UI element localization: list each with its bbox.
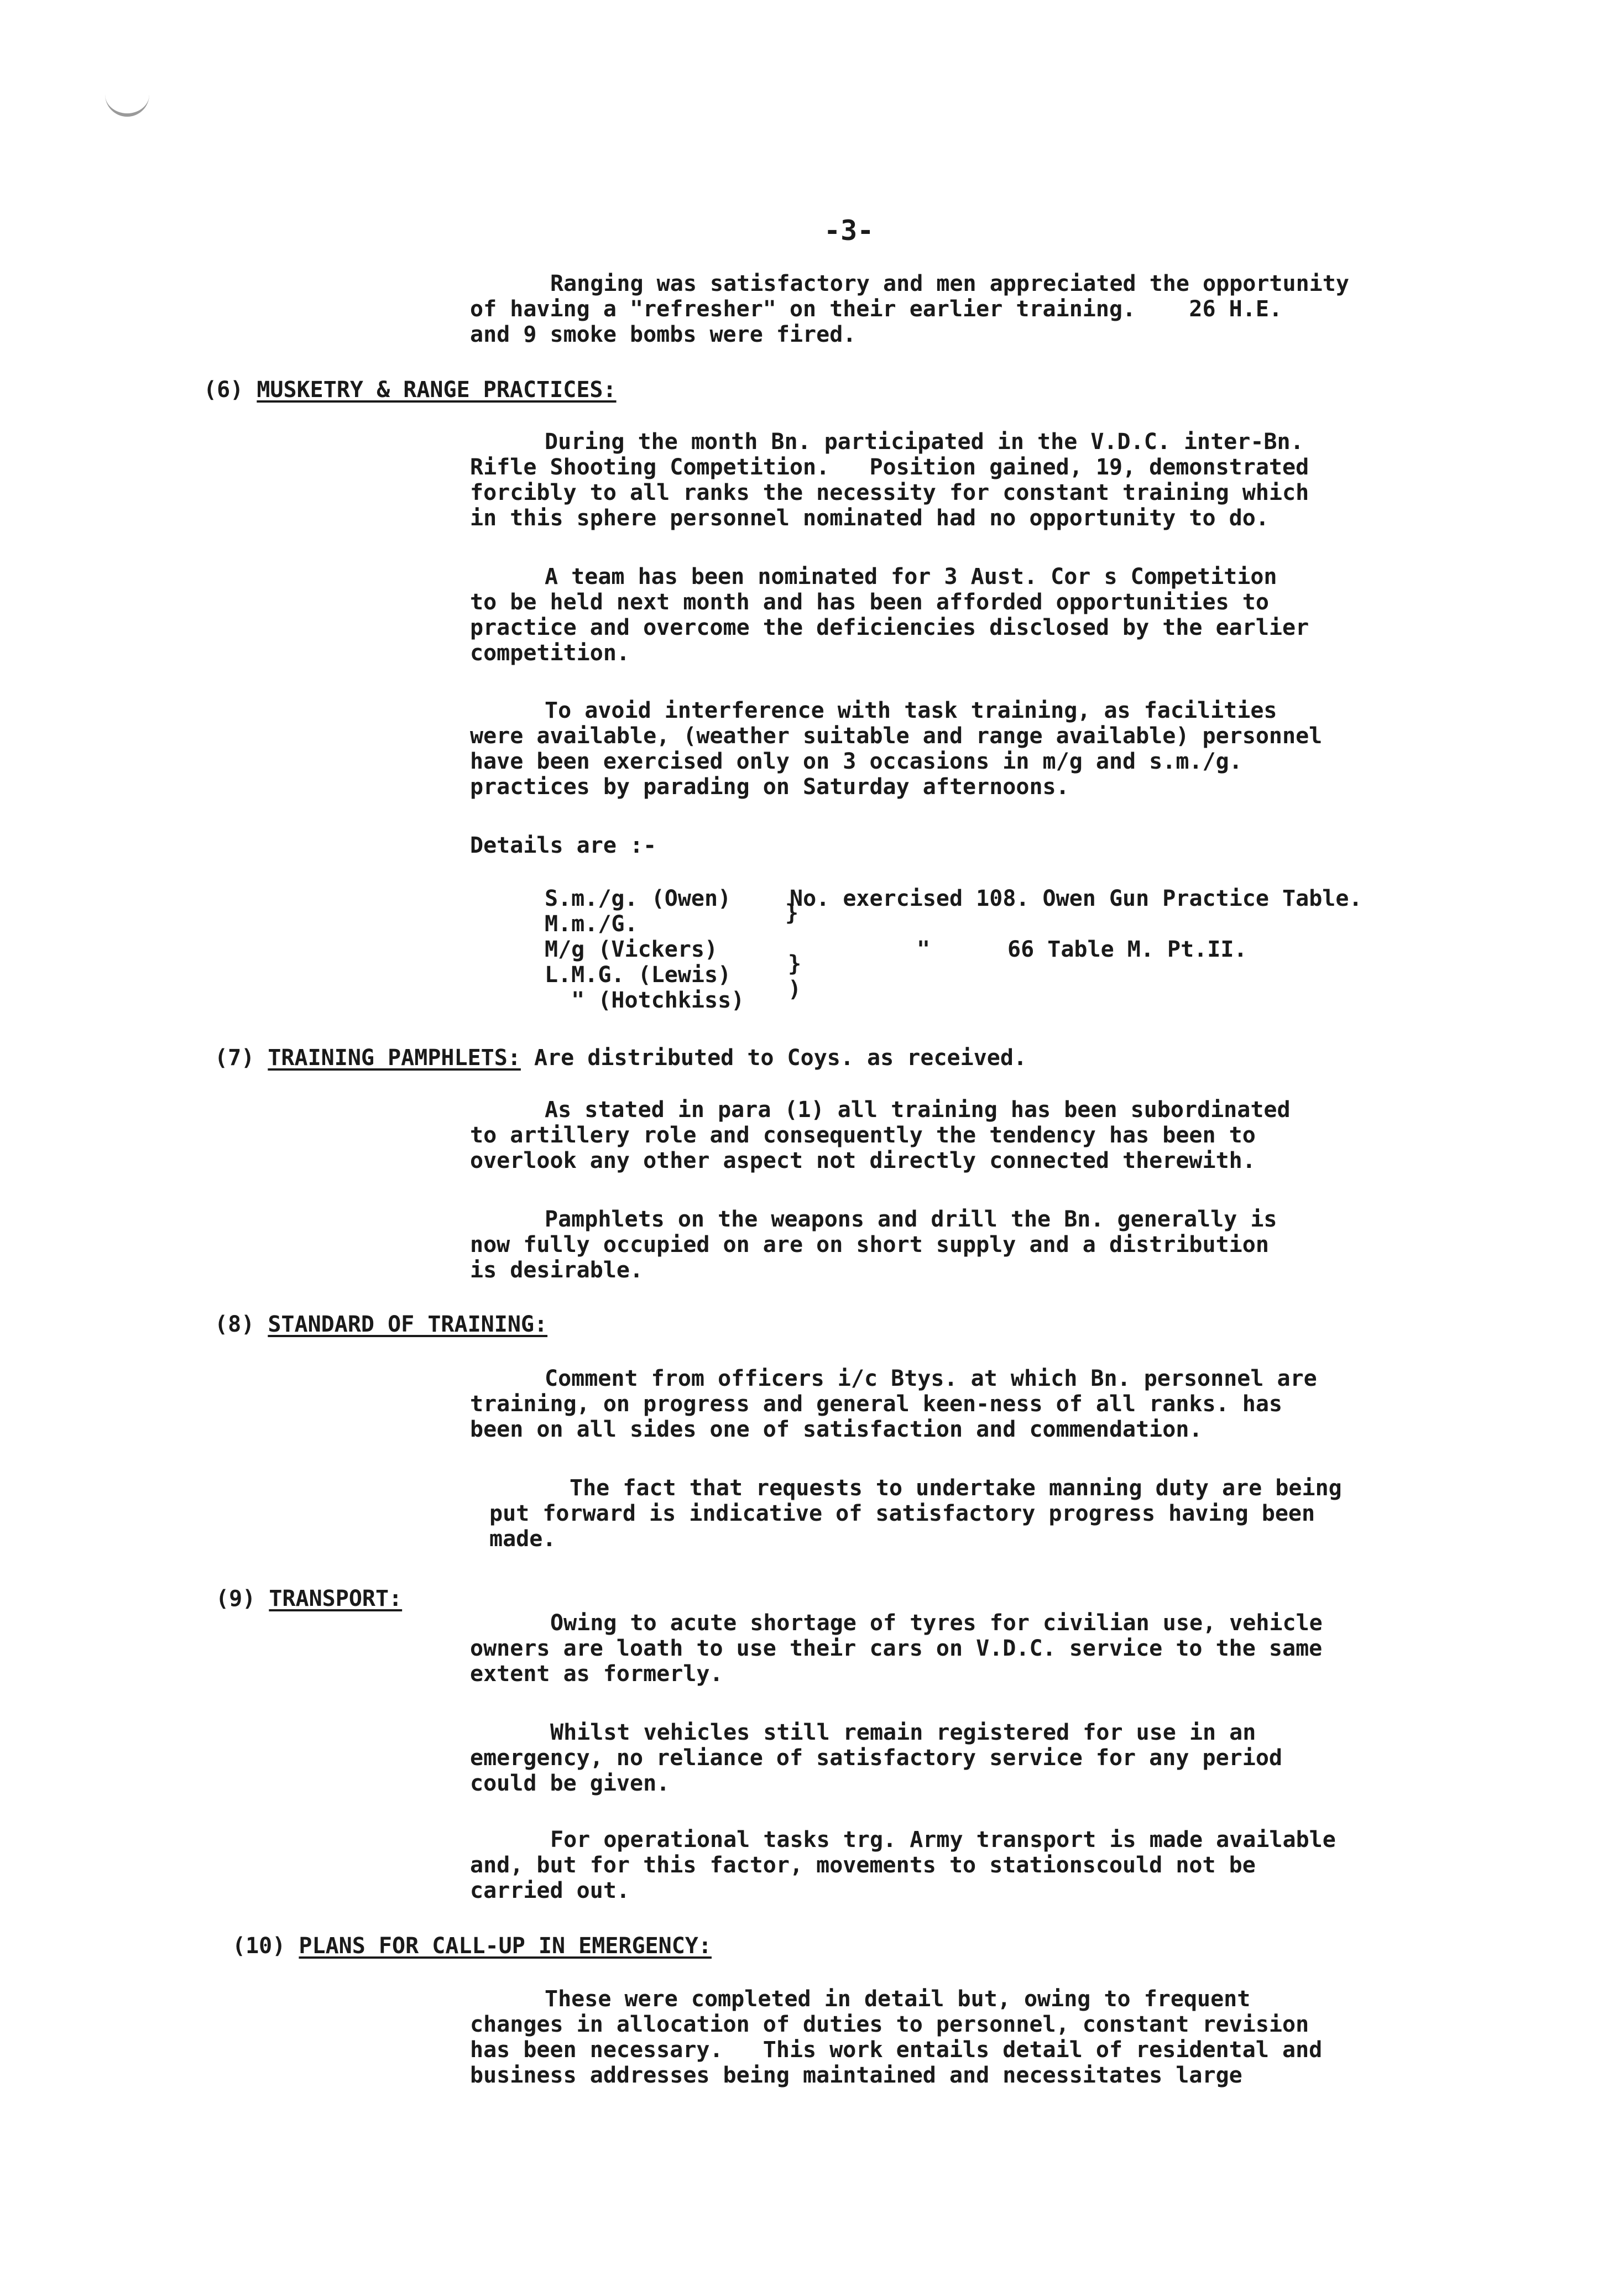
s9-p1-line-2: owners are loath to use their cars on V.D.C. service to the same	[470, 1636, 1323, 1661]
s6-p1-line-3: forcibly to all ranks the necessity for constant training which	[470, 480, 1309, 505]
intro-line-2: of having a "refresher" on their earlier training. 26 H.E.	[470, 296, 1283, 322]
s6-p2-line-1: A team has been nominated for 3 Aust. Cor s Competition	[545, 564, 1277, 589]
intro-line-1: Ranging was satisfactory and men appreciated the opportunity	[550, 271, 1349, 296]
s7-p2-line-1: Pamphlets on the weapons and drill the Bn. generally is	[545, 1207, 1277, 1232]
weapon-owen: S.m./g. (Owen)	[545, 886, 732, 911]
section-7-title: TRAINING PAMPHLETS:	[268, 1045, 521, 1071]
s8-p1-line-1: Comment from officers i/c Btys. at which Bn. personnel are	[545, 1366, 1317, 1391]
s9-p2-line-3: could be given.	[470, 1771, 670, 1796]
weapon-hotchkiss: " (Hotchkiss)	[545, 988, 745, 1013]
s6-p2-line-2: to be held next month and has been afforded opportunities to	[470, 589, 1269, 615]
section-9-title: TRANSPORT:	[269, 1586, 403, 1611]
s6-p3-line-1: To avoid interference with task training, as facilities	[545, 698, 1277, 723]
s6-p3-line-4: practices by parading on Saturday afternoons.	[470, 774, 1069, 800]
section-10-title: PLANS FOR CALL-UP IN EMERGENCY:	[299, 1933, 712, 1959]
s6-p2-line-3: practice and overcome the deficiencies disclosed by the earlier	[470, 615, 1309, 640]
s7-p1-line-2: to artillery role and consequently the tendency has been to	[470, 1123, 1256, 1148]
s8-p2-line-1: The fact that requests to undertake manning duty are being	[570, 1475, 1342, 1501]
s9-p2-line-1: Whilst vehicles still remain registered for use in an	[550, 1720, 1256, 1745]
weapon-lewis: L.M.G. (Lewis)	[545, 962, 732, 988]
s8-p2-line-3: made.	[489, 1526, 556, 1552]
s6-p1-line-4: in this sphere personnel nominated had no opportunity to do.	[470, 505, 1269, 531]
brace-1: }	[785, 900, 799, 926]
brace-2: }	[788, 951, 802, 977]
s7-p2-line-2: now fully occupied on are on short supply and a distribution	[470, 1232, 1269, 1257]
section-6-title: MUSKETRY & RANGE PRACTICES:	[257, 377, 617, 403]
s6-p1-line-1: During the month Bn. participated in the V.D.C. inter-Bn.	[545, 429, 1304, 455]
s6-p2-line-4: competition.	[470, 640, 630, 666]
section-10-heading	[232, 1933, 712, 1959]
s7-p1-line-1: As stated in para (1) all training has been subordinated	[545, 1097, 1291, 1123]
weapon-mmg: M.m./G.	[545, 911, 638, 937]
weapon-vickers: M/g (Vickers)	[545, 937, 718, 962]
detail-owen-text: No. exercised 108. Owen Gun Practice Table.	[790, 886, 1362, 911]
section-10-number: (10)	[232, 1933, 286, 1959]
detail-table-m-text: 66 Table M. Pt.II.	[1007, 937, 1247, 962]
punch-hole-mark	[105, 86, 149, 117]
s9-p1-line-1: Owing to acute shortage of tyres for civilian use, vehicle	[550, 1610, 1323, 1636]
s10-p1-line-4: business addresses being maintained and necessitates large	[470, 2063, 1242, 2088]
s9-p3-line-2: and, but for this factor, movements to stationscould not be	[470, 1853, 1256, 1878]
detail-ditto-mark: "	[917, 937, 931, 962]
section-7-heading	[215, 1045, 1027, 1071]
section-8-title: STANDARD OF TRAINING:	[268, 1312, 548, 1337]
s9-p3-line-1: For operational tasks trg. Army transport is made available	[550, 1827, 1336, 1853]
s10-p1-line-1: These were completed in detail but, owing to frequent	[545, 1986, 1251, 2012]
section-6-heading	[203, 377, 617, 403]
s10-p1-line-2: changes in allocation of duties to personnel, constant revision	[470, 2012, 1309, 2037]
s10-p1-line-3: has been necessary. This work entails detail of residental and	[470, 2037, 1323, 2063]
s6-p1-line-2: Rifle Shooting Competition. Position gained, 19, demonstrated	[470, 455, 1309, 480]
section-7-lead: Are distributed to Coys. as received.	[534, 1045, 1027, 1071]
intro-line-3: and 9 smoke bombs were fired.	[470, 322, 857, 347]
section-7-number: (7)	[215, 1045, 255, 1071]
s9-p2-line-2: emergency, no reliance of satisfactory service for any period	[470, 1745, 1283, 1771]
s8-p1-line-3: been on all sides one of satisfaction and commendation.	[470, 1417, 1203, 1442]
s6-p3-line-3: have been exercised only on 3 occasions in m/g and s.m./g.	[470, 749, 1242, 774]
s9-p3-line-3: carried out.	[470, 1878, 630, 1903]
page-number: -3-	[824, 215, 874, 247]
s8-p2-line-2: put forward is indicative of satisfactory progress having been	[489, 1501, 1315, 1526]
section-8-heading	[215, 1312, 547, 1337]
s7-p1-line-3: overlook any other aspect not directly connected therewith.	[470, 1148, 1256, 1173]
section-6-number: (6)	[203, 377, 244, 403]
s8-p1-line-2: training, on progress and general keen-ness of all ranks. has	[470, 1391, 1283, 1417]
s9-p1-line-3: extent as formerly.	[470, 1661, 723, 1687]
section-9-heading	[216, 1586, 402, 1611]
s6-p3-line-2: were available, (weather suitable and range available) personnel	[470, 723, 1323, 749]
section-8-number: (8)	[215, 1312, 255, 1337]
s7-p2-line-3: is desirable.	[470, 1257, 644, 1283]
section-9-number: (9)	[216, 1586, 256, 1611]
details-label: Details are :-	[470, 833, 657, 858]
brace-3: )	[788, 977, 802, 1002]
